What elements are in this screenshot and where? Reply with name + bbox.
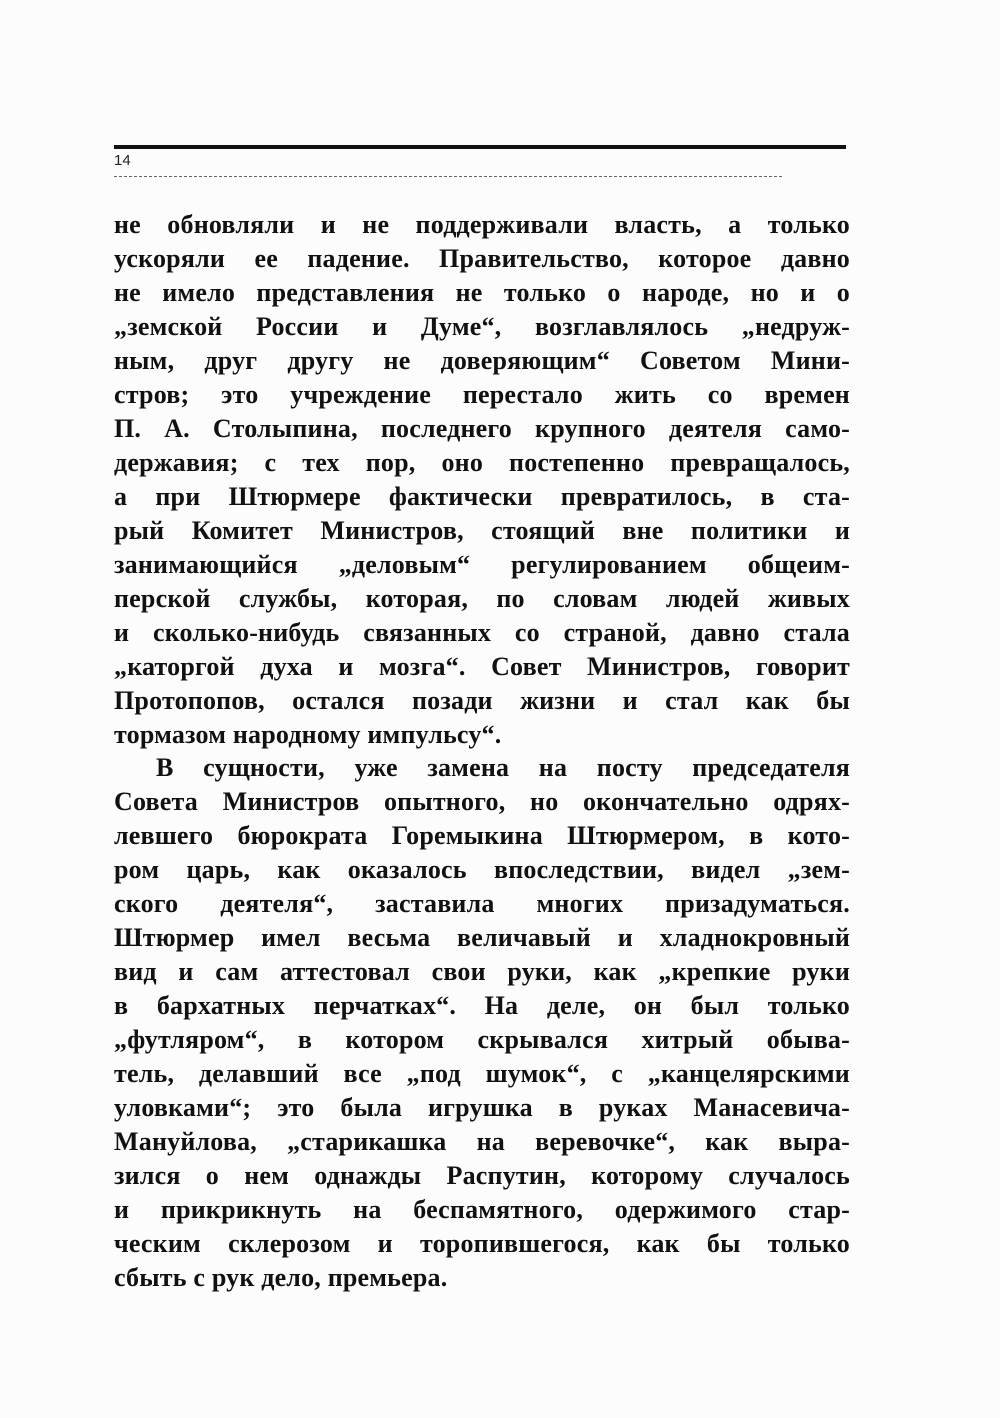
text-line: „каторгой духа и мозга“. Совет Министров, говорит [114,652,850,681]
text-line: в бархатных перчатках“. На деле, он был только [114,991,850,1020]
text-line: ускоряли ее падение. Правительство, которое давно [114,244,850,273]
text-line: и сколько-нибудь связанных со страной, давно стала [114,618,850,647]
text-line: рый Комитет Министров, стоящий вне политики и [114,516,850,545]
text-line: В сущности, уже замена на посту председателя [156,753,850,782]
text-line: ром царь, как оказалось впоследствии, видел „зем- [114,855,850,884]
paragraph-2 [114,751,850,1295]
text-line: ным, друг другу не доверяющим“ Советом Мини- [114,346,850,375]
text-line: тель, делавший все „под шумок“, с „канцелярскими [114,1059,850,1088]
text-line: и прикрикнуть на беспамятного, одержимого стар- [114,1195,850,1224]
page-number: 14 [114,152,131,169]
text-line: не обновляли и не поддерживали власть, а только [114,210,850,239]
text-line: Совета Министров опытного, но окончательно одрях- [114,787,850,816]
text-line: ческим склерозом и торопившегося, как бы только [114,1229,850,1258]
paragraph-1 [114,208,850,752]
text-line: не имело представления не только о народе, но и о [114,278,850,307]
text-line: вид и сам аттестовал свои руки, как „крепкие руки [114,957,850,986]
text-line: занимающийся „деловым“ регулированием общеим- [114,550,850,579]
text-line: П. А. Столыпина, последнего крупного деятеля само- [114,414,850,443]
text-line: ского деятеля“, заставила многих призадуматься. [114,889,850,918]
text-line: стров; это учреждение перестало жить со времен [114,380,850,409]
text-line: державия; с тех пор, оно постепенно превращалось, [114,448,850,477]
text-line: перской службы, которая, по словам людей живых [114,584,850,613]
text-line: „земской России и Думе“, возглавлялось „недруж- [114,312,850,341]
text-line: Штюрмер имел весьма величавый и хладнокровный [114,923,850,952]
text-line: „футляром“, в котором скрывался хитрый обыва- [114,1025,850,1054]
text-line: а при Штюрмере фактически превратилось, в ста- [114,482,850,511]
text-line: зился о нем однажды Распутин, которому случалось [114,1161,850,1190]
text-line: уловками“; это была игрушка в руках Манасевича- [114,1093,850,1122]
text-line: сбыть с рук дело, премьера. [114,1263,448,1292]
text-line: левшего бюрократа Горемыкина Штюрмером, в кото- [114,821,850,850]
header-rule [114,145,846,149]
header-thin-rule [114,176,782,177]
text-line: Протопопов, остался позади жизни и стал как бы [114,686,850,715]
text-line: тормазом народному импульсу“. [114,720,502,749]
text-line: Мануйлова, „старикашка на веревочке“, как выра- [114,1127,850,1156]
